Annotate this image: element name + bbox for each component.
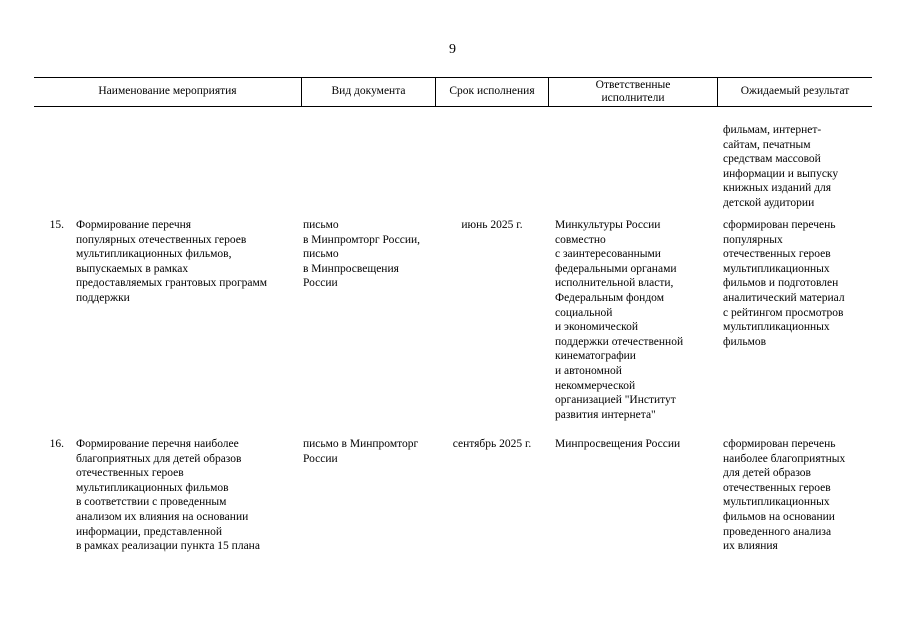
row-document-type: письмо в Минпромторг России, письмо в Минпросвещения России [303, 219, 421, 290]
row-expected-result: сформирован перечень наиболее благоприятных для детей образов отечественных героев мультипликационных фильмов на основании проведенного анализа их влияния [723, 438, 846, 553]
header-responsible: Ответственные исполнители [595, 78, 671, 104]
continuation-result: фильмам, интернет- сайтам, печатным средствам массовой информации и выпуску книжных изданий для детской аудитории [723, 124, 839, 209]
header-document-type: Вид документа [331, 85, 406, 97]
row-deadline: сентябрь 2025 г. [452, 438, 532, 450]
row-responsible: Минпросвещения России [555, 438, 681, 450]
row-responsible: Минкультуры России совместно с заинтересованными федеральными органами исполнительной власти, Федеральным фондом социальной и экономической поддержки отечественной кинематографии и автономной некоммерческой организацией "Институт развития интернета" [555, 219, 684, 421]
row-activity-name: Формирование перечня наиболее благоприятных для детей образов отечественных героев мультипликационных фильмов в соответствии с проведенным анализом их влияния на основании информации, представленной в рамках реализации пункта 15 плана [76, 438, 260, 553]
row-number: 16. [49, 438, 64, 450]
row-expected-result: сформирован перечень популярных отечественных героев мультипликационных фильмов и подготовлен аналитический материал с рейтингом просмотров мультипликационных фильмов [723, 219, 845, 348]
row-number: 15. [49, 219, 64, 231]
page-number: 9 [449, 42, 456, 57]
row-document-type: письмо в Минпромторг России [303, 438, 419, 465]
header-expected-result: Ожидаемый результат [740, 85, 850, 97]
row-deadline: июнь 2025 г. [461, 219, 523, 231]
header-bottom-rule [34, 106, 872, 107]
header-activity-name: Наименование мероприятия [98, 85, 237, 97]
row-activity-name: Формирование перечня популярных отечественных героев мультипликационных фильмов, выпускаемых в рамках предоставляемых грантовых программ поддержки [76, 219, 268, 304]
header-deadline: Срок исполнения [449, 85, 535, 97]
